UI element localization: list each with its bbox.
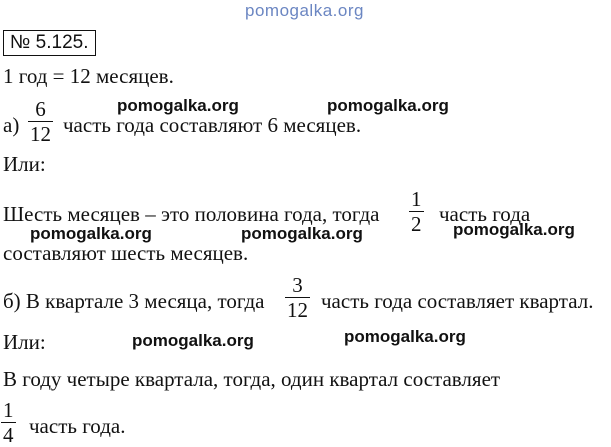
b-text: б) В квартале 3 месяца, тогда <box>3 289 265 313</box>
or-label-2: Или: <box>3 330 46 354</box>
or-label-1: Или: <box>3 152 46 176</box>
fraction-one-half <box>409 188 424 235</box>
fraction-denominator: 12 <box>30 122 51 146</box>
year-line: 1 год = 12 месяцев. <box>3 64 174 88</box>
a-text: часть года составляют 6 месяцев. <box>63 113 362 137</box>
fraction-denominator: 2 <box>411 212 422 236</box>
six-months-line-2: составляют шесть месяцев. <box>3 241 249 265</box>
watermark: pomogalka.org <box>117 96 239 115</box>
fraction-denominator: 12 <box>287 298 308 322</box>
watermark-top: pomogalka.org <box>245 1 364 20</box>
six-months-text: Шесть месяцев – это половина года, тогда <box>3 202 380 226</box>
watermark: pomogalka.org <box>344 327 466 346</box>
fraction-numerator: 1 <box>411 187 422 211</box>
a-prefix: а) <box>3 113 20 137</box>
last-line: часть года. <box>29 414 126 438</box>
fraction-numerator: 6 <box>35 97 46 121</box>
six-months-suffix: часть года <box>439 202 531 226</box>
fraction-denominator: 4 <box>3 423 14 447</box>
b-suffix: часть года составляет квартал. <box>321 289 594 313</box>
task-number: № 5.125. <box>3 30 96 56</box>
fraction-one-quarter <box>1 399 16 446</box>
watermark: pomogalka.org <box>30 224 152 243</box>
quarters-text: В году четыре квартала, тогда, один квартал составляет <box>3 367 501 391</box>
watermark: pomogalka.org <box>327 96 449 115</box>
fraction-numerator: 3 <box>292 273 303 297</box>
fraction-six-twelfths <box>28 98 53 145</box>
watermark: pomogalka.org <box>241 224 363 243</box>
watermark: pomogalka.org <box>453 220 575 239</box>
fraction-numerator: 1 <box>3 398 14 422</box>
fraction-three-twelfths <box>285 274 310 321</box>
watermark: pomogalka.org <box>132 331 254 350</box>
